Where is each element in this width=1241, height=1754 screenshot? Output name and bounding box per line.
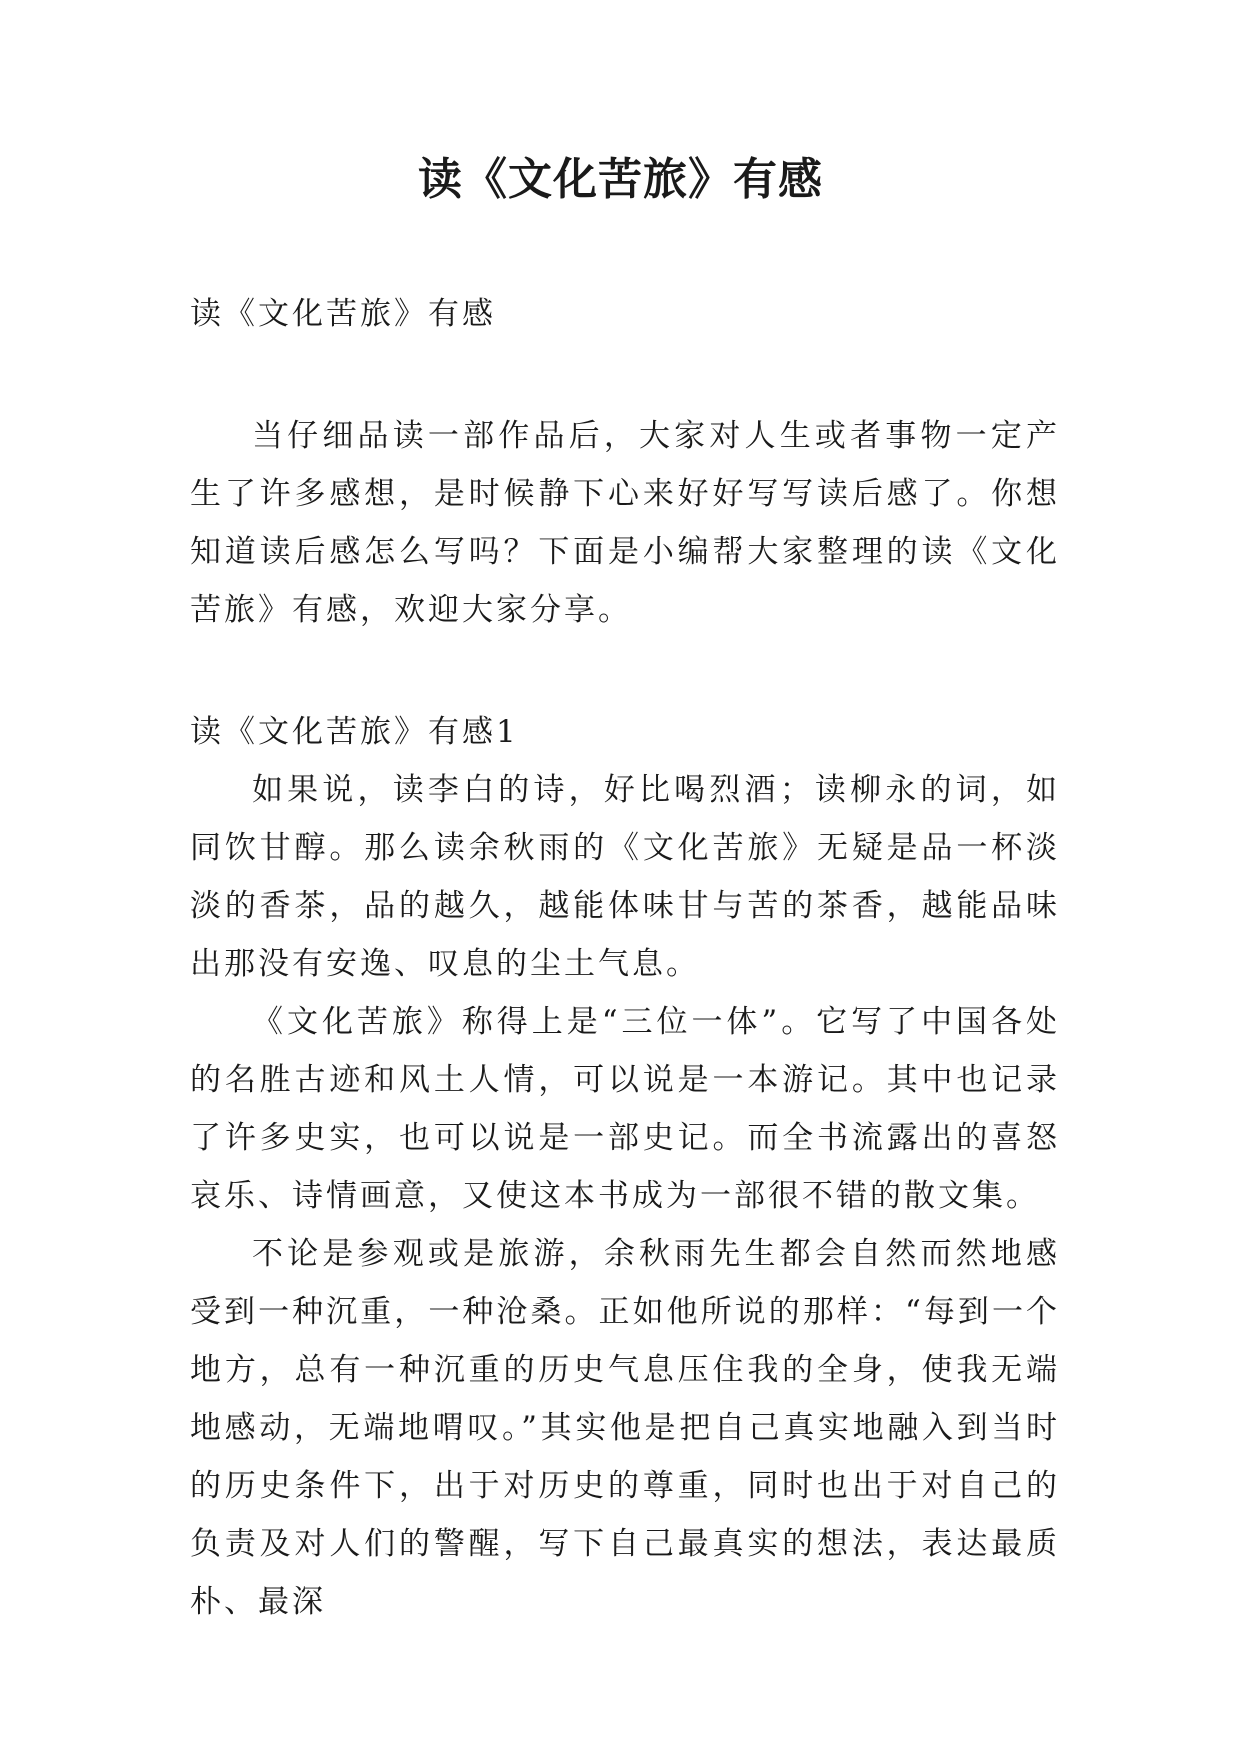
document-subtitle: 读《文化苦旅》有感 — [190, 296, 496, 332]
spacer — [190, 639, 1060, 703]
document-body — [190, 285, 1060, 1631]
document-title: 读《文化苦旅》有感 — [418, 154, 823, 205]
section-heading: 读《文化苦旅》有感1 — [190, 714, 519, 750]
intro-paragraph: 当仔细品读一部作品后，大家对人生或者事物一定产生了许多感想，是时候静下心来好好写写读后感了。你想知道读后感怎么写吗？下面是小编帮大家整理的读《文化苦旅》有感，欢迎大家分享。 — [190, 418, 1060, 628]
spacer — [190, 343, 1060, 407]
body-paragraph-1: 如果说，读李白的诗，好比喝烈酒；读柳永的词，如同饮甘醇。那么读余秋雨的《文化苦旅》无疑是品一杯淡淡的香茶，品的越久，越能体味甘与苦的茶香，越能品味出那没有安逸、叹息的尘土气息。 — [190, 772, 1060, 982]
body-paragraph-3: 不论是参观或是旅游，余秋雨先生都会自然而然地感受到一种沉重，一种沧桑。正如他所说的那样：“每到一个地方，总有一种沉重的历史气息压住我的全身，使我无端地感动，无端地喟叹。”其实他是把自己真实地融入到当时的历史条件下，出于对历史的尊重，同时也出于对自己的负责及对人们的警醒，写下自己最真实的想法，表达最质朴、最深 — [190, 1236, 1060, 1620]
body-paragraph-2: 《文化苦旅》称得上是“三位一体”。它写了中国各处的名胜古迹和风土人情，可以说是一本游记。其中也记录了许多史实，也可以说是一部史记。而全书流露出的喜怒哀乐、诗情画意，又使这本书成为一部很不错的散文集。 — [190, 1004, 1060, 1214]
